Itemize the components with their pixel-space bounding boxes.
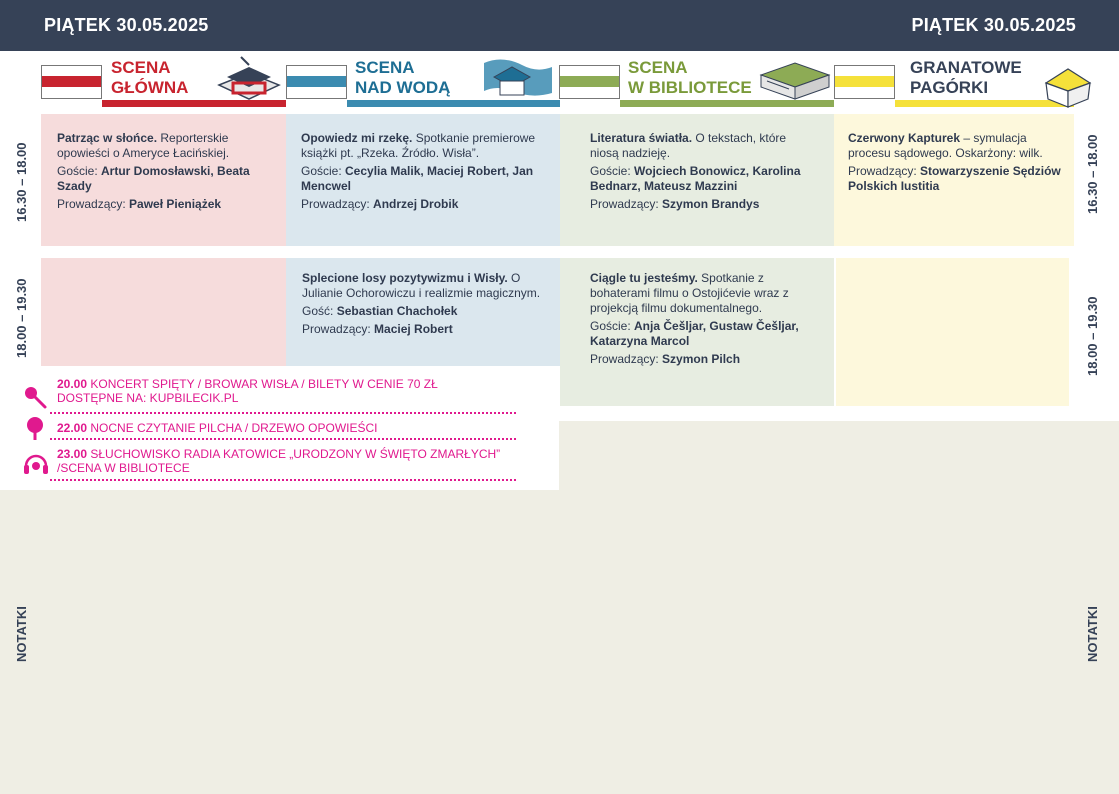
event-cell-slot2-biblioteka: [560, 258, 834, 406]
tree-icon: [22, 415, 48, 441]
dotted-separator: [50, 438, 516, 440]
evening-event-time: 20.00: [57, 377, 88, 391]
evening-event-2: [57, 421, 517, 435]
time-slot-2-left: 18.00 – 19.30: [14, 278, 29, 358]
library-stage-icon: [759, 61, 831, 101]
evening-event-text: SŁUCHOWISKO RADIA KATOWICE „URODZONY W ŚWIĘTO ZMARŁYCH” /SCENA W BIBLIOTECE: [57, 447, 501, 475]
event-cell-slot1-biblioteka: [560, 114, 834, 246]
stage-header-pagorki: [834, 55, 1074, 107]
flag-nad-woda: [286, 65, 347, 99]
stage-header-glowna: [41, 55, 286, 107]
event-guests: Cecylia Malik, Maciej Robert, Jan Mencwel: [301, 164, 534, 193]
time-slot-1-left: 16.30 – 18.00: [14, 142, 29, 222]
event-host: Maciej Robert: [374, 322, 453, 336]
event-desc: – symulacja procesu sądowego. Oskarżony: wilk.: [848, 131, 1043, 160]
event-title: Czerwony Kapturek: [848, 131, 961, 145]
water-stage-icon: [482, 55, 554, 105]
time-slot-1-right: 16.30 – 18.00: [1085, 134, 1100, 214]
notes-area: [0, 490, 1119, 794]
event-cell-slot1-nad-woda: [286, 114, 560, 246]
event-cell-slot2-nad-woda: [286, 258, 560, 366]
stage-name-glowna-2: GŁÓWNA: [111, 78, 189, 97]
event-desc: Spotkanie premierowe książki pt. „Rzeka. Źródło. Wisła”.: [301, 131, 536, 160]
event-guests: Sebastian Chachołek: [336, 304, 458, 318]
flag-pagorki: [834, 65, 895, 99]
guests-label: Gość:: [302, 304, 337, 318]
event-guests: Wojciech Bonowicz, Karolina Bednarz, Mateusz Mazzini: [590, 164, 801, 193]
stage-name-nad-woda-1: SCENA: [355, 58, 415, 77]
event-host: Stowarzyszenie Sędziów Polskich Iustitia: [848, 164, 1061, 193]
host-label: Prowadzący:: [848, 164, 921, 178]
event-host: Szymon Brandys: [662, 197, 760, 211]
event-host: Andrzej Drobik: [373, 197, 459, 211]
event-title: Patrząc w słońce.: [57, 131, 158, 145]
evening-event-1: [57, 377, 477, 405]
host-label: Prowadzący:: [301, 197, 374, 211]
evening-event-text: KONCERT SPIĘTY / BROWAR WISŁA / BILETY W CENIE 70 ZŁ DOSTĘPNE NA: KUPBILECIK.PL: [57, 377, 438, 405]
event-cell-slot2-pagorki-empty: [836, 258, 1069, 406]
evening-event-3: [57, 447, 522, 475]
stage-name-pagorki-2: PAGÓRKI: [910, 78, 989, 97]
stage-name-glowna-1: SCENA: [111, 58, 171, 77]
microphone-icon: [22, 384, 48, 410]
dotted-separator: [50, 479, 516, 481]
guests-label: Goście:: [301, 164, 346, 178]
event-host: Szymon Pilch: [662, 352, 741, 366]
date-left: PIĄTEK 30.05.2025: [44, 15, 209, 35]
host-label: Prowadzący:: [590, 352, 663, 366]
tent-icon: [1042, 65, 1094, 109]
evening-event-text: NOCNE CZYTANIE PILCHA / DRZEWO OPOWIEŚCI: [87, 421, 378, 435]
stage-name-biblioteka-1: SCENA: [628, 58, 688, 77]
date-right: PIĄTEK 30.05.2025: [911, 15, 1076, 35]
header-bar: [0, 0, 1119, 51]
event-title: Opowiedz mi rzekę.: [301, 131, 413, 145]
host-label: Prowadzący:: [57, 197, 130, 211]
host-label: Prowadzący:: [302, 322, 375, 336]
event-desc: O tekstach, które niosą nadzieję.: [590, 131, 787, 160]
headphones-icon: [22, 450, 50, 478]
guests-label: Goście:: [590, 319, 635, 333]
event-desc: Spotkanie z bohaterami filmu o Ostojićevie wraz z projekcją filmu dokumentalnego.: [590, 271, 789, 315]
event-guests: Artur Domosławski, Beata Szady: [57, 164, 250, 193]
underline-biblioteka: [620, 100, 834, 107]
evening-event-time: 23.00: [57, 447, 88, 461]
host-label: Prowadzący:: [590, 197, 663, 211]
event-title: Splecione losy pozytywizmu i Wisły.: [302, 271, 508, 285]
event-guests: Anja Češljar, Gustaw Češljar, Katarzyna Marcol: [590, 319, 799, 348]
event-desc: O Julianie Ochorowiczu i realizmie magicznym.: [302, 271, 541, 300]
dotted-separator: [50, 412, 516, 414]
event-desc: Reporterskie opowieści o Ameryce Łacińskiej.: [57, 131, 230, 160]
flag-glowna: [41, 65, 102, 99]
stage-header-biblioteka: [559, 55, 834, 107]
notes-label-left: NOTATKI: [14, 606, 29, 662]
event-cell-slot1-glowna: [41, 114, 286, 246]
notes-area-right-top: [559, 421, 1119, 490]
guests-label: Goście:: [57, 164, 102, 178]
guests-label: Goście:: [590, 164, 635, 178]
event-cell-slot2-glowna-empty: [41, 258, 286, 366]
stage-name-biblioteka-2: W BIBLIOTECE: [628, 78, 752, 97]
notes-label-right: NOTATKI: [1085, 606, 1100, 662]
stage-header-nad-woda: [286, 55, 560, 107]
flag-biblioteka: [559, 65, 620, 99]
stage-name-nad-woda-2: NAD WODĄ: [355, 78, 451, 97]
event-host: Paweł Pieniążek: [129, 197, 222, 211]
main-stage-icon: [213, 55, 285, 105]
event-cell-slot1-pagorki: [834, 114, 1074, 246]
stage-name-pagorki-1: GRANATOWE: [910, 58, 1022, 77]
time-slot-2-right: 18.00 – 19.30: [1085, 296, 1100, 376]
event-title: Literatura światła.: [590, 131, 693, 145]
evening-event-time: 22.00: [57, 421, 88, 435]
event-title: Ciągle tu jesteśmy.: [590, 271, 698, 285]
